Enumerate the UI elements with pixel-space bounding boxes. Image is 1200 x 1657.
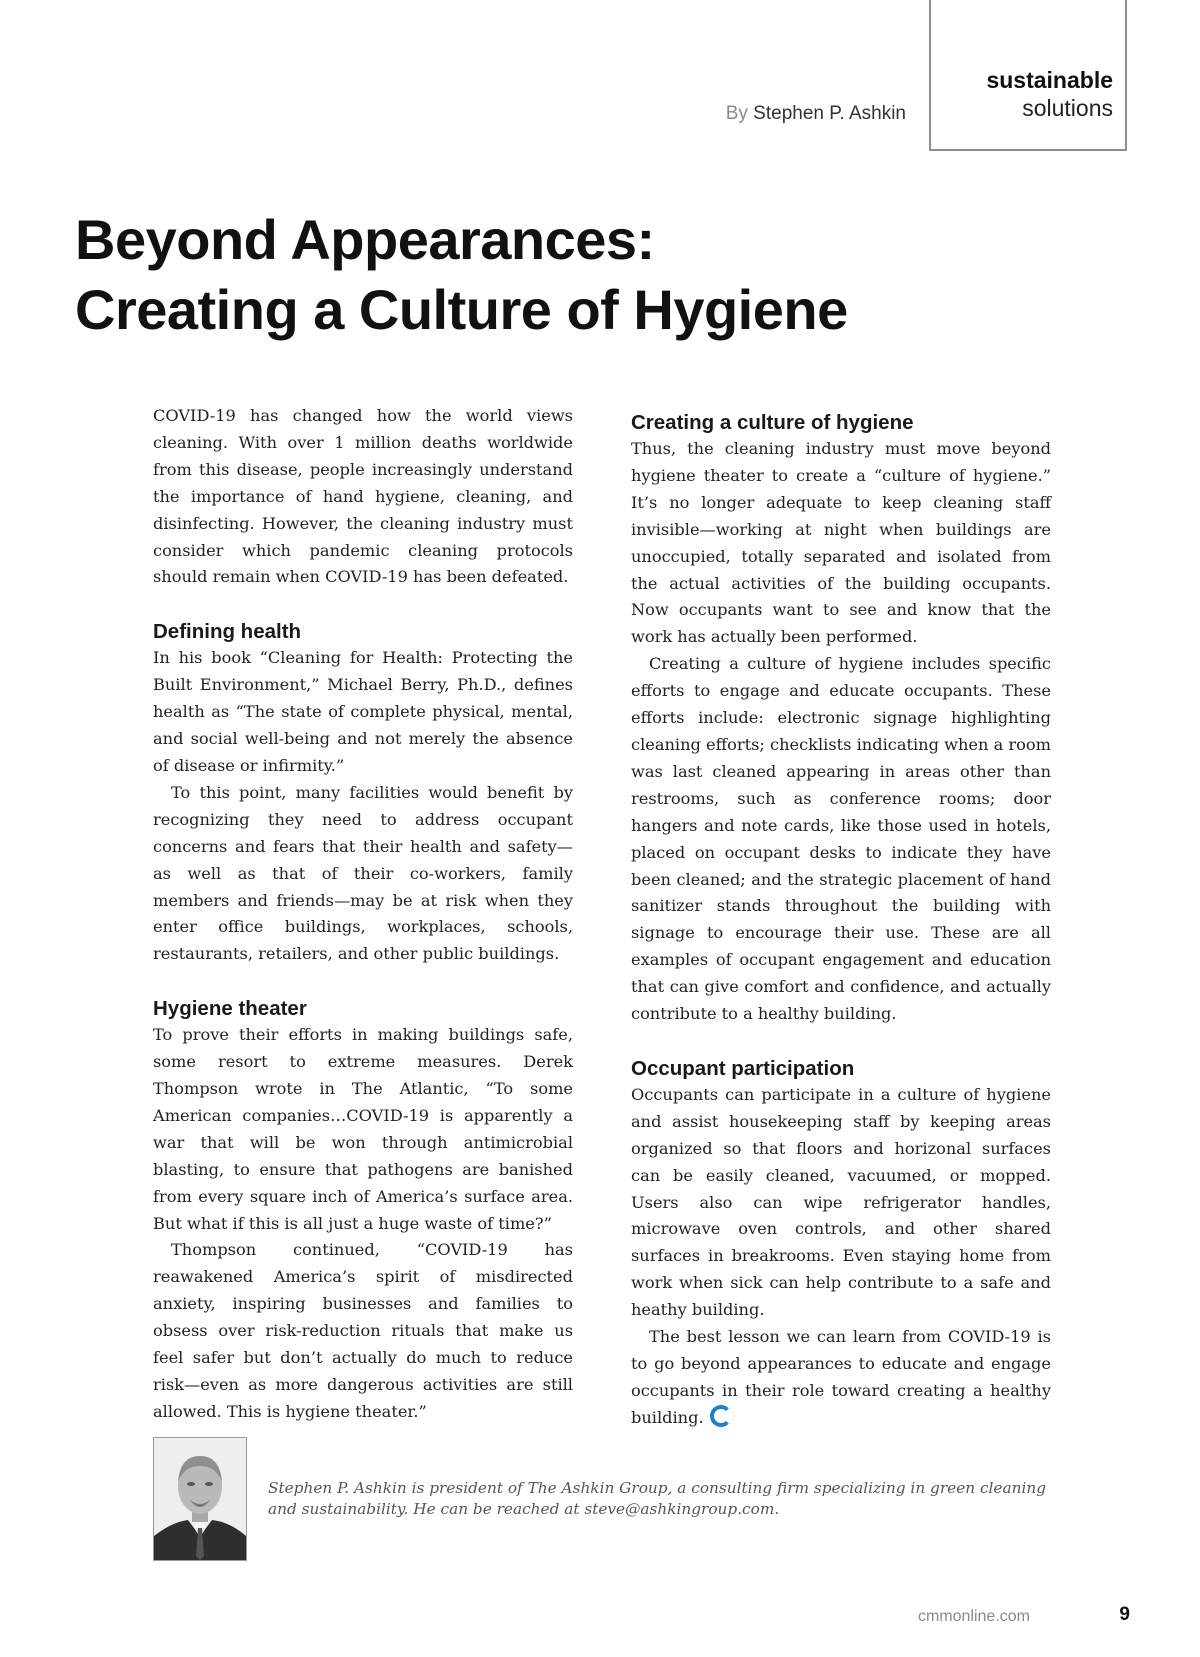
- cmm-c-logo-icon: [710, 1405, 732, 1427]
- byline-author: Stephen P. Ashkin: [753, 103, 906, 124]
- defining-health-paragraph-2: To this point, many facilities would benefit by recognizing they need to address occupant concerns and fears that their health and safety—as well as that of their co-workers, family members and friends—may be at risk when they enter office buildings, workplaces, schools, restaurants, retailers, and other public buildings.: [153, 782, 573, 964]
- author-portrait-icon: [154, 1438, 246, 1560]
- culture-paragraph-2: Creating a culture of hygiene includes specific efforts to engage and educate occupants. These efforts include: electronic signage highlighting cleaning efforts; checklists indicating when a room was last cleaned appearing in areas other than restrooms, such as conference rooms; door hangers and note cards, like those used in hotels, placed on occupant desks to indicate they have been cleaned; and the strategic placement of hand sanitizer stands throughout the building with signage to encourage their use. These are all examples of occupant engagement and education that can give comfort and confidence, and actually contribute to a healthy building.: [631, 654, 1051, 1024]
- article-column-left: [153, 403, 573, 1426]
- article-title-line1: Beyond Appearances:: [75, 208, 655, 271]
- section-label-box: [929, 0, 1127, 151]
- participation-paragraph-1: Occupants can participate in a culture of hygiene and assist housekeeping staff by keeping areas organized so that floors and horizonal surfaces can be easily cleaned, vacuumed, or mopped. Users also can wipe refrigerator handles, microwave oven controls, and other shared surfaces in breakrooms. Even staying home from work when sick can help contribute to a safe and heathy building.: [631, 1084, 1051, 1320]
- article-title: [75, 205, 1075, 345]
- page-number: 9: [1119, 1604, 1130, 1625]
- hygiene-theater-paragraph-1: To prove their efforts in making buildings safe, some resort to extreme measures. Derek Thompson wrote in The Atlantic, “To some American companies…COVID-19 is apparently a war that will be won through antimicrobial blasting, to ensure that pathogens are banished from every square inch of America’s surface area. But what if this is all just a huge waste of time?”: [153, 1025, 573, 1233]
- byline: [640, 103, 906, 125]
- participation-paragraph-2: [631, 1324, 1051, 1432]
- section-heading-occupant-participation: Occupant participation: [631, 1056, 855, 1080]
- culture-paragraph-1: Thus, the cleaning industry must move beyond hygiene theater to create a “culture of hygiene.” It’s no longer adequate to keep cleaning staff invisible—working at night when buildings are unoccupied, totally separated and isolated from the actual activities of the building occupants. Now occupants want to see and know that the work has actually been performed.: [631, 439, 1051, 647]
- section-label-line1: sustainable: [986, 67, 1113, 93]
- hygiene-theater-paragraph-2: Thompson continued, “COVID-19 has reawakened America’s spirit of misdirected anxiety, inspiring businesses and families to obsess over risk-reduction rituals that make us feel safer but don’t actually do much to reduce risk—even as more dangerous activities are still allowed. This is hygiene theater.”: [153, 1240, 573, 1421]
- section-heading-culture-of-hygiene: Creating a culture of hygiene: [631, 411, 914, 434]
- byline-prefix: By: [725, 103, 748, 124]
- section-label-line2: solutions: [1022, 95, 1113, 121]
- article-title-line2: Creating a Culture of Hygiene: [75, 278, 848, 341]
- section-heading-hygiene-theater: Hygiene theater: [153, 997, 307, 1021]
- article-column-right: [631, 409, 1051, 1432]
- defining-health-paragraph-1: In his book “Cleaning for Health: Protecting the Built Environment,” Michael Berry, Ph.D., defines health as “The state of complete physical, mental, and social well-being and not merely the absence of disease or infirmity.”: [153, 648, 573, 775]
- author-photo: [153, 1437, 247, 1561]
- participation-paragraph-2-text: The best lesson we can learn from COVID-19 is to go beyond appearances to educate and engage occupants in their role toward creating a healthy building.: [631, 1327, 1051, 1427]
- author-bio: Stephen P. Ashkin is president of The Ashkin Group, a consulting firm specializing in green cleaning and sustainability. He can be reached at steve@ashkingroup.com.: [268, 1479, 1046, 1518]
- section-heading-defining-health: Defining health: [153, 620, 302, 644]
- footer-site: cmmonline.com: [917, 1608, 1030, 1625]
- intro-paragraph: COVID-19 has changed how the world views cleaning. With over 1 million deaths worldwide from this disease, people increasingly understand the importance of hand hygiene, cleaning, and disinfecting. However, the cleaning industry must consider which pandemic cleaning protocols should remain when COVID-19 has been defeated.: [153, 406, 573, 587]
